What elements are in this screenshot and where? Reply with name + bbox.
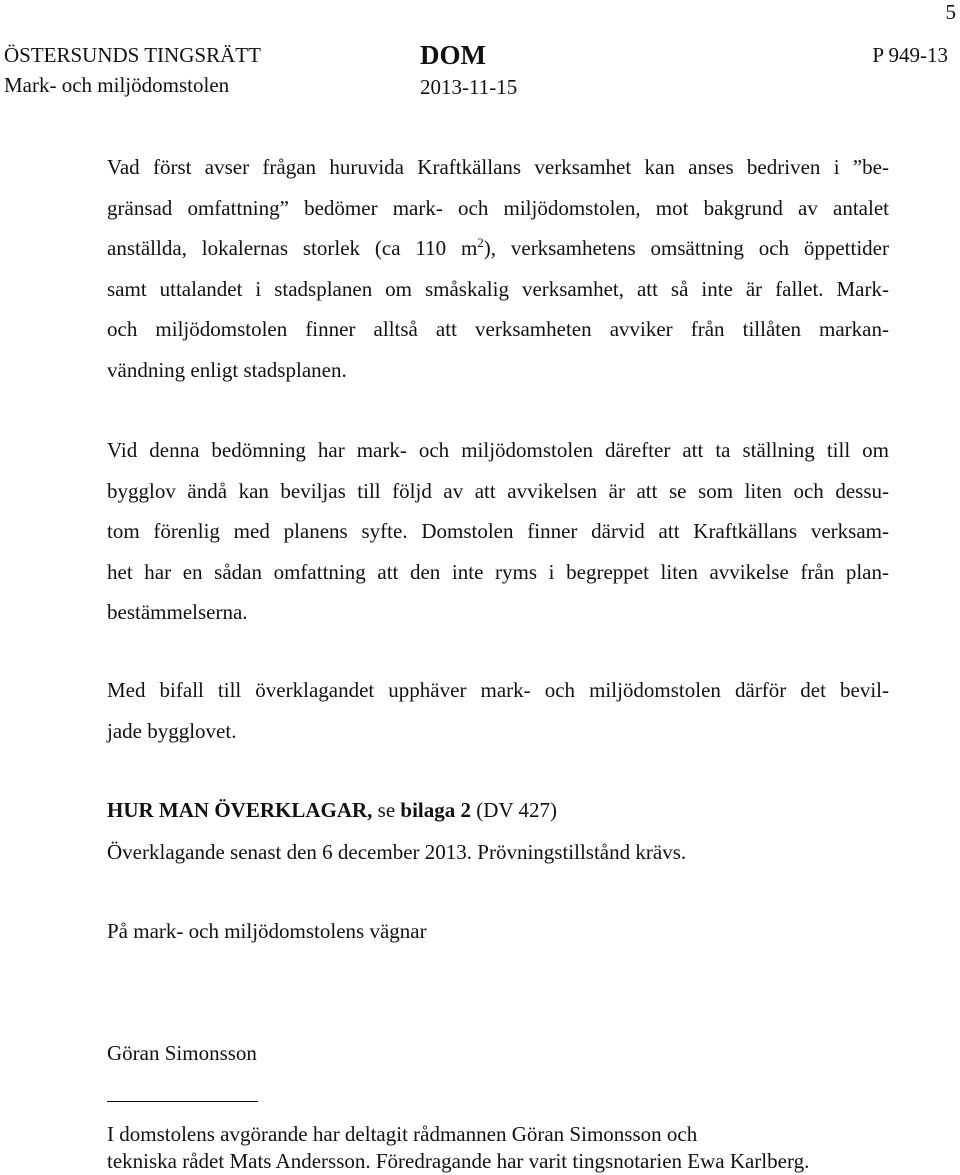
paragraph-line <box>107 228 889 269</box>
appeal-heading-line <box>107 796 557 824</box>
appeal-se: se <box>372 798 401 822</box>
signature-on-behalf: På mark- och miljödomstolens vägnar <box>107 919 427 943</box>
paragraph-1 <box>107 147 889 390</box>
paragraph-line: gränsad omfattning” bedömer mark- och miljödomstolen, mot bakgrund av antalet <box>107 195 889 220</box>
footnote-line-1: I domstolens avgörande har deltagit rådmannen Göran Simonsson och <box>107 1122 698 1146</box>
court-name: ÖSTERSUNDS TINGSRÄTT <box>4 43 261 67</box>
paragraph-line: Vad först avser frågan huruvida Kraftkällans verksamhet kan anses bedriven i ”be- <box>107 155 889 179</box>
signature-divider <box>107 1101 258 1102</box>
paragraph-line: tom förenlig med planens syfte. Domstolen finner därvid att Kraftkällans verksam- <box>107 519 889 543</box>
paragraph-line: het har en sådan omfattning att den inte ryms i begreppet liten avvikelse från plan- <box>107 559 889 584</box>
paragraph-line: jade bygglovet. <box>107 718 237 743</box>
paragraph-3 <box>107 670 889 751</box>
footnote-line-2: tekniska rådet Mats Andersson. Föredragande har varit tingsnotarien Ewa Karlberg. <box>107 1149 810 1173</box>
paragraph-2 <box>107 430 889 633</box>
superscript: 2 <box>477 235 484 250</box>
document-type: DOM <box>420 40 486 70</box>
appeal-attachment: bilaga 2 <box>400 798 472 822</box>
line-text: ), verksamhetens omsättning och öppettider <box>483 236 890 260</box>
appeal-heading: HUR MAN ÖVERKLAGAR, <box>107 798 373 822</box>
paragraph-line: vändning enligt stadsplanen. <box>107 357 347 382</box>
signature-name: Göran Simonsson <box>107 1041 257 1065</box>
paragraph-line: Med bifall till överklagandet upphäver mark- och miljödomstolen därför det bevil- <box>107 678 889 702</box>
appeal-form: (DV 427) <box>471 798 557 822</box>
page-number: 5 <box>945 0 956 24</box>
paragraph-line: bestämmelserna. <box>107 600 248 624</box>
paragraph-line: samt uttalandet i stadsplanen om småskalig verksamhet, att så inte är fallet. Mark- <box>107 276 889 301</box>
paragraph-line: bygglov ändå kan beviljas till följd av att avvikelsen är att se som liten och dessu- <box>107 478 889 503</box>
line-text: anställda, lokalernas storlek (ca 110 m <box>107 236 478 260</box>
appeal-deadline: Överklagande senast den 6 december 2013. Prövningstillstånd krävs. <box>107 840 687 864</box>
case-number: P 949-13 <box>872 43 948 67</box>
paragraph-line: och miljödomstolen finner alltså att verksamheten avviker från tillåten markan- <box>107 317 889 341</box>
court-department: Mark- och miljödomstolen <box>4 73 230 97</box>
paragraph-line: Vid denna bedömning har mark- och miljödomstolen därefter att ta ställning till om <box>107 438 889 462</box>
document-date: 2013-11-15 <box>420 75 518 99</box>
